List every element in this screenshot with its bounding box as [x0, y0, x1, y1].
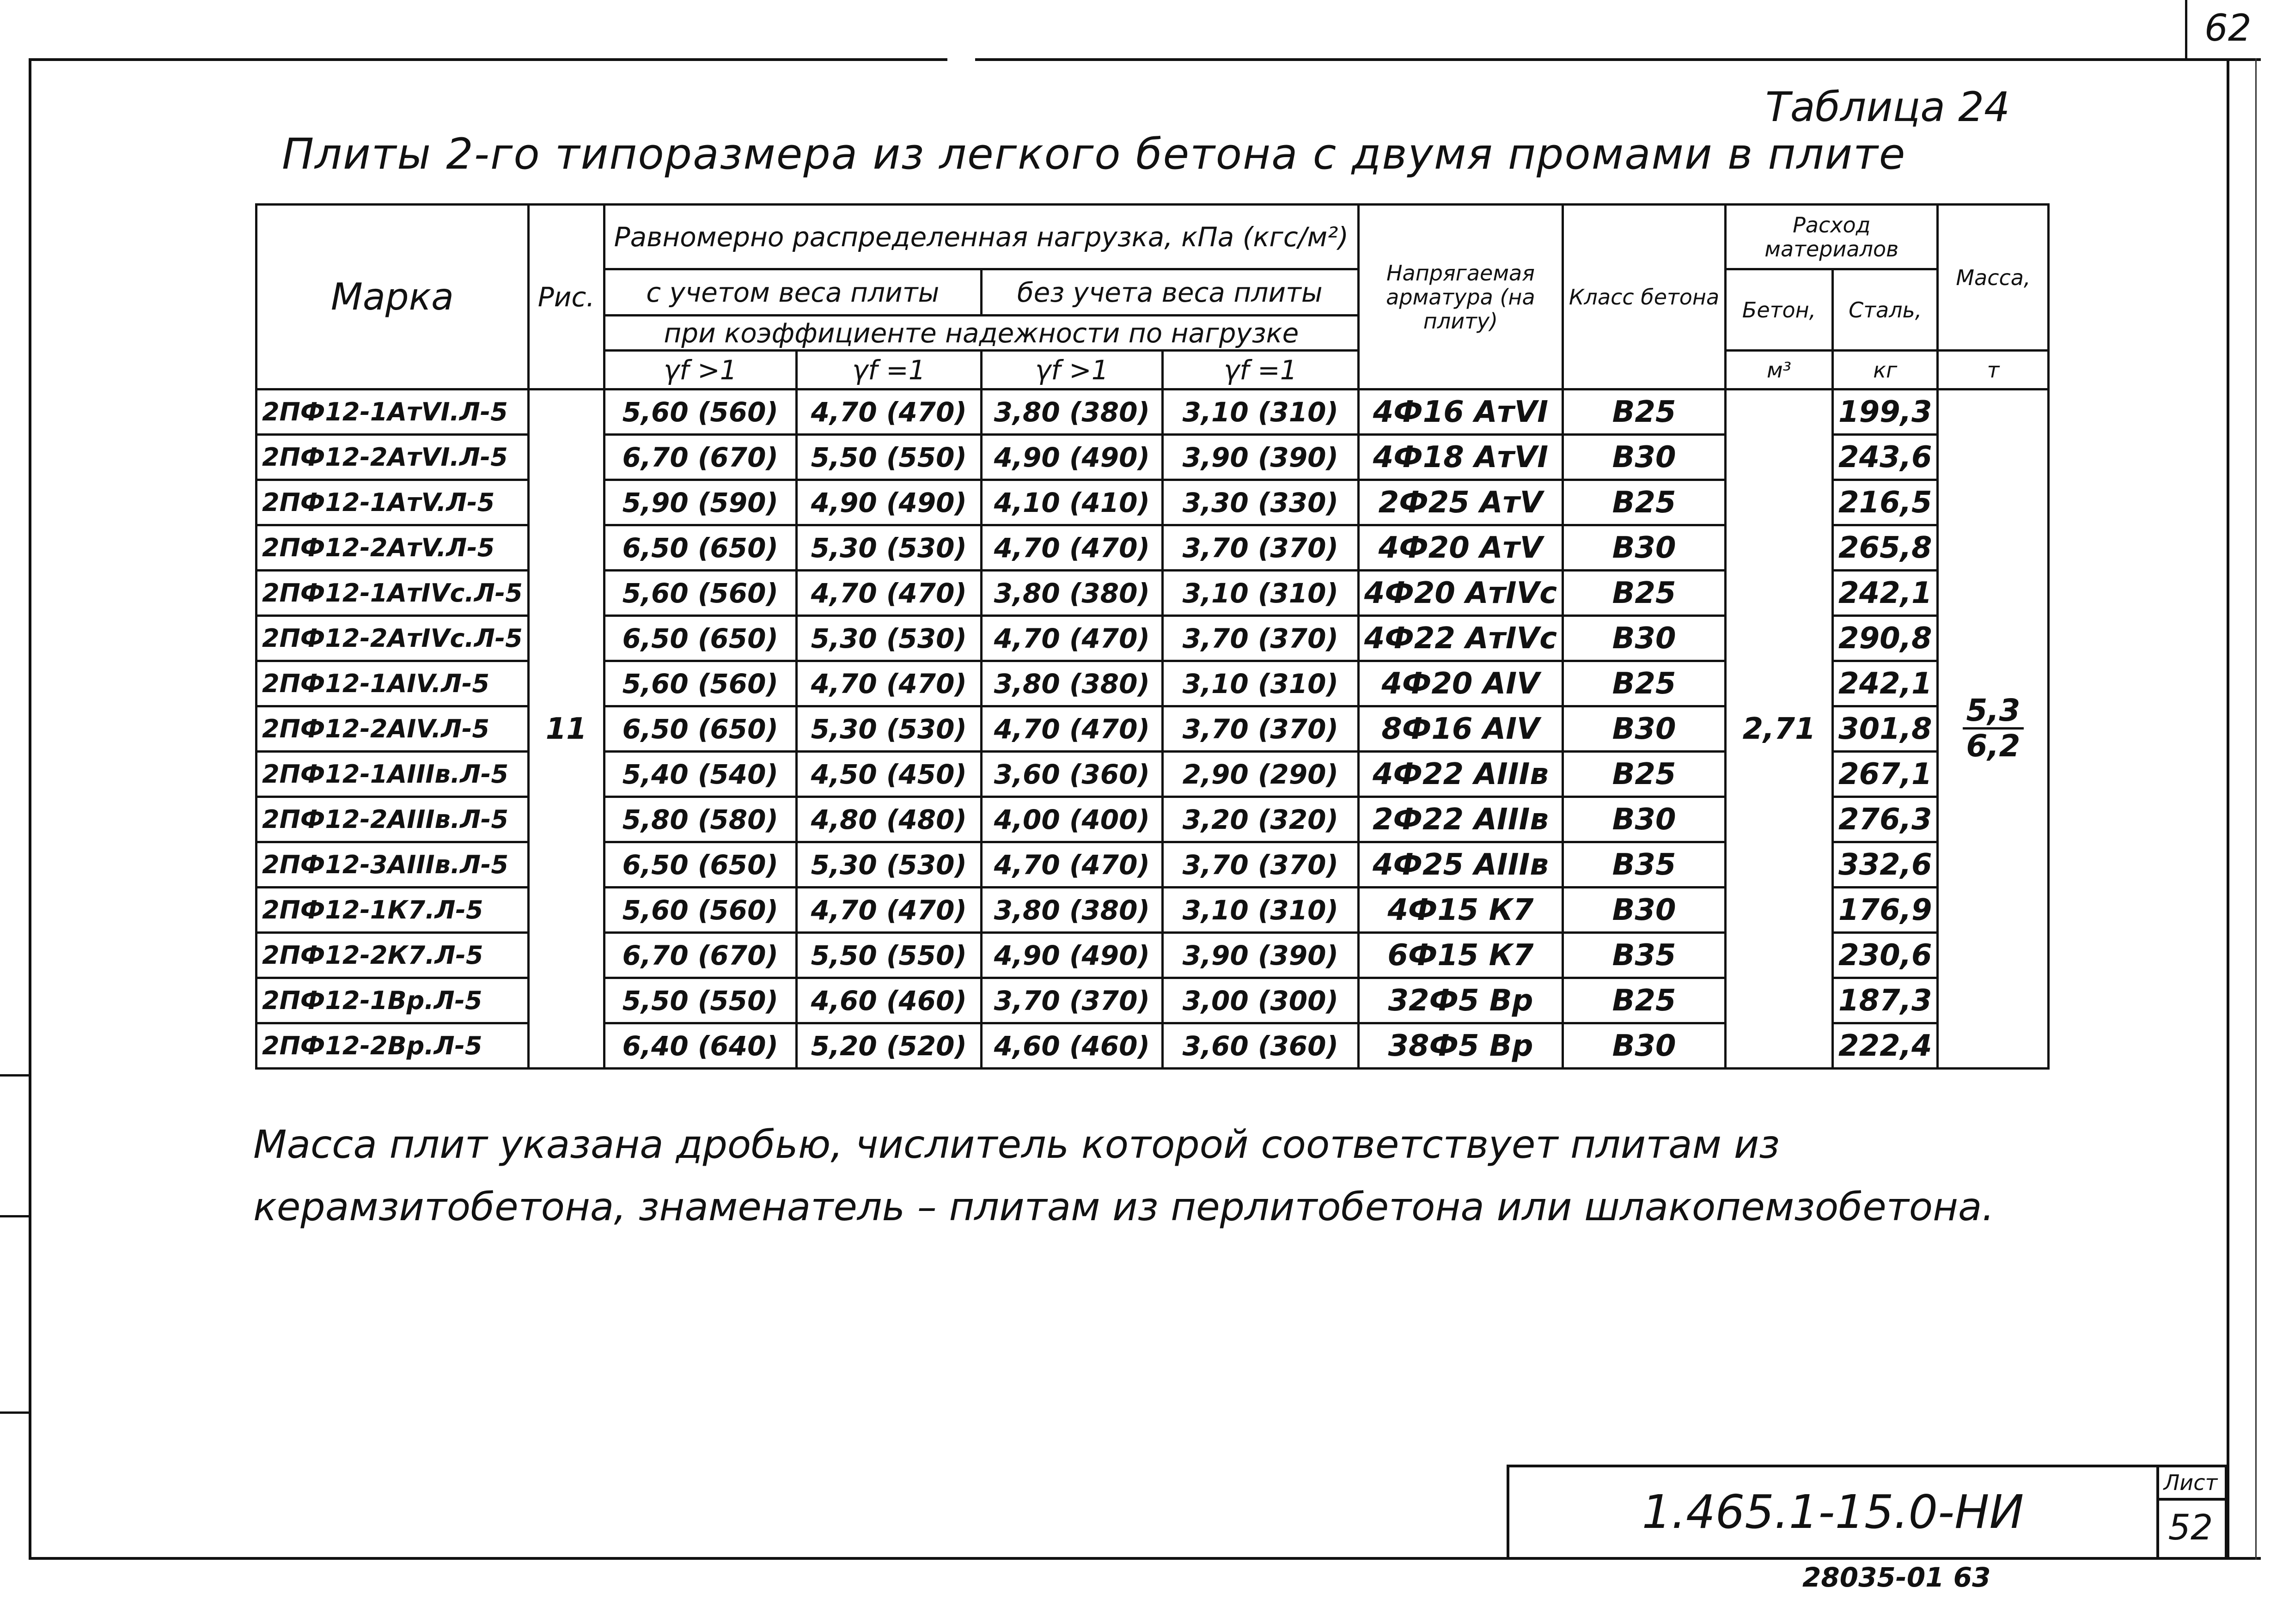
- header-concrete-class: Класс бетона: [1563, 205, 1726, 389]
- load-without-weight-gf-gt1: 4,00 (400): [981, 797, 1162, 842]
- load-with-weight-gf-gt1: 5,90 (590): [604, 480, 796, 525]
- load-with-weight-gf-eq1: 5,30 (530): [796, 616, 981, 661]
- load-without-weight-gf-eq1: 3,10 (310): [1162, 888, 1358, 933]
- load-without-weight-gf-gt1: 4,70 (470): [981, 525, 1162, 571]
- load-without-weight-gf-eq1: 3,60 (360): [1162, 1023, 1358, 1069]
- concrete-class-cell: В30: [1563, 797, 1726, 842]
- reinforcement-cell: 4Ф20 АтIVс: [1358, 571, 1563, 616]
- concrete-class-cell: В25: [1563, 389, 1726, 435]
- header-coefficient: при коэффициенте надежности по нагрузке: [604, 316, 1358, 351]
- load-with-weight-gf-eq1: 4,70 (470): [796, 571, 981, 616]
- header-gf-gt1: γf >1: [604, 351, 796, 389]
- mark-cell: 2ПФ12-2АIIIв.Л-5: [256, 797, 529, 842]
- concrete-class-cell: В25: [1563, 571, 1726, 616]
- reinforcement-cell: 4Ф15 К7: [1358, 888, 1563, 933]
- load-with-weight-gf-eq1: 4,90 (490): [796, 480, 981, 525]
- load-with-weight-gf-eq1: 5,30 (530): [796, 706, 981, 752]
- concrete-class-cell: В25: [1563, 752, 1726, 797]
- mark-cell: 2ПФ12-1АтIVс.Л-5: [256, 571, 529, 616]
- concrete-class-cell: В35: [1563, 933, 1726, 978]
- steel-cell: 216,5: [1833, 480, 1938, 525]
- load-without-weight-gf-gt1: 4,60 (460): [981, 1023, 1162, 1069]
- reinforcement-cell: 4Ф22 АIIIв: [1358, 752, 1563, 797]
- steel-cell: 290,8: [1833, 616, 1938, 661]
- load-with-weight-gf-gt1: 6,50 (650): [604, 842, 796, 888]
- margin-tick: [0, 1215, 29, 1217]
- load-with-weight-gf-gt1: 6,50 (650): [604, 706, 796, 752]
- header-mark: Марка: [256, 205, 529, 389]
- load-without-weight-gf-gt1: 4,10 (410): [981, 480, 1162, 525]
- load-without-weight-gf-eq1: 3,70 (370): [1162, 616, 1358, 661]
- load-without-weight-gf-eq1: 3,00 (300): [1162, 978, 1358, 1023]
- concrete-volume-cell: 2,71: [1726, 389, 1833, 1069]
- reinforcement-cell: 4Ф25 АIIIв: [1358, 842, 1563, 888]
- corner-tick: [2185, 0, 2187, 58]
- load-with-weight-gf-eq1: 5,50 (550): [796, 435, 981, 480]
- mass-fraction: [1963, 694, 2024, 763]
- reinforcement-cell: 38Ф5 Вр: [1358, 1023, 1563, 1069]
- mark-cell: 2ПФ12-1АтV.Л-5: [256, 480, 529, 525]
- load-without-weight-gf-gt1: 3,80 (380): [981, 888, 1162, 933]
- mark-cell: 2ПФ12-1АIV.Л-5: [256, 661, 529, 706]
- load-with-weight-gf-gt1: 5,60 (560): [604, 888, 796, 933]
- header-without-weight: без учета веса плиты: [981, 269, 1358, 316]
- load-without-weight-gf-eq1: 3,10 (310): [1162, 389, 1358, 435]
- load-without-weight-gf-gt1: 3,60 (360): [981, 752, 1162, 797]
- frame-top-line: [29, 58, 2261, 61]
- load-without-weight-gf-gt1: 3,80 (380): [981, 571, 1162, 616]
- mark-cell: 2ПФ12-1К7.Л-5: [256, 888, 529, 933]
- load-with-weight-gf-gt1: 5,60 (560): [604, 661, 796, 706]
- header-gf-eq1: γf =1: [1162, 351, 1358, 389]
- concrete-class-cell: В30: [1563, 435, 1726, 480]
- load-without-weight-gf-eq1: 2,90 (290): [1162, 752, 1358, 797]
- mark-cell: 2ПФ12-2АтV.Л-5: [256, 525, 529, 571]
- load-without-weight-gf-eq1: 3,10 (310): [1162, 571, 1358, 616]
- steel-cell: 267,1: [1833, 752, 1938, 797]
- header-concrete-unit: м³: [1726, 351, 1833, 389]
- table-label: Таблица 24: [1765, 83, 2010, 131]
- load-with-weight-gf-gt1: 6,40 (640): [604, 1023, 796, 1069]
- load-without-weight-gf-eq1: 3,30 (330): [1162, 480, 1358, 525]
- concrete-class-cell: В30: [1563, 706, 1726, 752]
- steel-cell: 187,3: [1833, 978, 1938, 1023]
- load-without-weight-gf-eq1: 3,70 (370): [1162, 842, 1358, 888]
- concrete-class-cell: В25: [1563, 661, 1726, 706]
- load-without-weight-gf-gt1: 3,80 (380): [981, 661, 1162, 706]
- load-with-weight-gf-eq1: 4,60 (460): [796, 978, 981, 1023]
- header-concrete: Бетон,: [1726, 269, 1833, 351]
- frame-gap: [947, 54, 975, 65]
- load-without-weight-gf-gt1: 3,70 (370): [981, 978, 1162, 1023]
- reinforcement-cell: 8Ф16 АIV: [1358, 706, 1563, 752]
- steel-cell: 176,9: [1833, 888, 1938, 933]
- mass-cell: [1938, 389, 2049, 1069]
- document-code: 1.465.1-15.0-НИ: [1509, 1467, 2159, 1557]
- mark-cell: 2ПФ12-1АIIIв.Л-5: [256, 752, 529, 797]
- load-with-weight-gf-eq1: 4,70 (470): [796, 661, 981, 706]
- load-without-weight-gf-gt1: 4,70 (470): [981, 842, 1162, 888]
- header-figure: Рис.: [528, 205, 604, 389]
- load-without-weight-gf-eq1: 3,10 (310): [1162, 661, 1358, 706]
- header-steel-unit: кг: [1833, 351, 1938, 389]
- reinforcement-cell: 6Ф15 К7: [1358, 933, 1563, 978]
- steel-cell: 301,8: [1833, 706, 1938, 752]
- header-mass-unit: т: [1938, 351, 2049, 389]
- load-with-weight-gf-eq1: 5,30 (530): [796, 842, 981, 888]
- concrete-class-cell: В30: [1563, 1023, 1726, 1069]
- header-gf-eq1: γf =1: [796, 351, 981, 389]
- load-with-weight-gf-gt1: 5,80 (580): [604, 797, 796, 842]
- margin-tick: [0, 1074, 29, 1077]
- load-without-weight-gf-gt1: 4,90 (490): [981, 933, 1162, 978]
- reinforcement-cell: 2Ф22 АIIIв: [1358, 797, 1563, 842]
- concrete-class-cell: В35: [1563, 842, 1726, 888]
- load-without-weight-gf-eq1: 3,70 (370): [1162, 706, 1358, 752]
- steel-cell: 222,4: [1833, 1023, 1938, 1069]
- load-with-weight-gf-eq1: 5,30 (530): [796, 525, 981, 571]
- mass-denominator: 6,2: [1966, 728, 2020, 764]
- plates-table: [255, 203, 2050, 1070]
- margin-tick: [0, 1411, 29, 1414]
- reinforcement-cell: 2Ф25 АтV: [1358, 480, 1563, 525]
- mark-cell: 2ПФ12-1Вр.Л-5: [256, 978, 529, 1023]
- mark-cell: 2ПФ12-2К7.Л-5: [256, 933, 529, 978]
- concrete-class-cell: В30: [1563, 888, 1726, 933]
- load-with-weight-gf-eq1: 4,50 (450): [796, 752, 981, 797]
- load-with-weight-gf-eq1: 4,70 (470): [796, 389, 981, 435]
- reinforcement-cell: 4Ф20 АIV: [1358, 661, 1563, 706]
- load-with-weight-gf-eq1: 4,80 (480): [796, 797, 981, 842]
- load-with-weight-gf-gt1: 6,70 (670): [604, 435, 796, 480]
- mass-numerator: 5,3: [1963, 694, 2024, 730]
- load-with-weight-gf-eq1: 4,70 (470): [796, 888, 981, 933]
- steel-cell: 276,3: [1833, 797, 1938, 842]
- steel-cell: 242,1: [1833, 571, 1938, 616]
- steel-cell: 265,8: [1833, 525, 1938, 571]
- load-with-weight-gf-eq1: 5,50 (550): [796, 933, 981, 978]
- load-without-weight-gf-eq1: 3,70 (370): [1162, 525, 1358, 571]
- header-steel: Сталь,: [1833, 269, 1938, 351]
- footnote: Масса плит указана дробью, числитель которой соответствует плитам из керамзитобетона, знаменатель – плитам из перлитобетона или шлакопемзобетона.: [253, 1122, 1995, 1229]
- load-with-weight-gf-gt1: 5,60 (560): [604, 389, 796, 435]
- corner-page-number: 62: [2204, 6, 2252, 49]
- header-gf-gt1: γf >1: [981, 351, 1162, 389]
- frame-left-line: [29, 58, 31, 1560]
- load-without-weight-gf-gt1: 4,70 (470): [981, 616, 1162, 661]
- frame-right-line: [2227, 58, 2229, 1560]
- reinforcement-cell: 4Ф16 АтVI: [1358, 389, 1563, 435]
- load-without-weight-gf-eq1: 3,90 (390): [1162, 435, 1358, 480]
- load-with-weight-gf-gt1: 5,60 (560): [604, 571, 796, 616]
- concrete-class-cell: В25: [1563, 978, 1726, 1023]
- sheet-number: 52: [2168, 1507, 2213, 1548]
- archive-code: 28035-01 63: [1802, 1562, 1991, 1593]
- reinforcement-cell: 32Ф5 Вр: [1358, 978, 1563, 1023]
- steel-cell: 243,6: [1833, 435, 1938, 480]
- steel-cell: 242,1: [1833, 661, 1938, 706]
- table-row: [256, 389, 2049, 435]
- mark-cell: 2ПФ12-3АIIIв.Л-5: [256, 842, 529, 888]
- mark-cell: 2ПФ12-2АтIVс.Л-5: [256, 616, 529, 661]
- header-load-group: Равномерно распределенная нагрузка, кПа (кгс/м²): [604, 205, 1358, 269]
- reinforcement-cell: 4Ф18 АтVI: [1358, 435, 1563, 480]
- reinforcement-cell: 4Ф22 АтIVс: [1358, 616, 1563, 661]
- header-with-weight: с учетом веса плиты: [604, 269, 981, 316]
- mark-cell: 2ПФ12-1АтVI.Л-5: [256, 389, 529, 435]
- concrete-class-cell: В30: [1563, 616, 1726, 661]
- load-without-weight-gf-gt1: 4,70 (470): [981, 706, 1162, 752]
- mark-cell: 2ПФ12-2АтVI.Л-5: [256, 435, 529, 480]
- load-with-weight-gf-gt1: 6,70 (670): [604, 933, 796, 978]
- load-with-weight-gf-gt1: 6,50 (650): [604, 616, 796, 661]
- mark-cell: 2ПФ12-2Вр.Л-5: [256, 1023, 529, 1069]
- load-without-weight-gf-eq1: 3,20 (320): [1162, 797, 1358, 842]
- title-block: [1507, 1465, 2228, 1560]
- steel-cell: 230,6: [1833, 933, 1938, 978]
- header-mass: Масса,: [1938, 205, 2049, 351]
- load-without-weight-gf-gt1: 3,80 (380): [981, 389, 1162, 435]
- header-materials: Расход материалов: [1726, 205, 1938, 269]
- load-with-weight-gf-gt1: 5,40 (540): [604, 752, 796, 797]
- load-with-weight-gf-gt1: 5,50 (550): [604, 978, 796, 1023]
- load-with-weight-gf-eq1: 5,20 (520): [796, 1023, 981, 1069]
- concrete-class-cell: В25: [1563, 480, 1726, 525]
- sheet-edge-line: [2255, 58, 2257, 1560]
- page-title: Плиты 2-го типоразмера из легкого бетона с двумя промами в плите: [282, 129, 1906, 179]
- figure-cell: 11: [528, 389, 604, 1069]
- steel-cell: 332,6: [1833, 842, 1938, 888]
- sheet-label: Лист: [2156, 1467, 2225, 1501]
- load-without-weight-gf-gt1: 4,90 (490): [981, 435, 1162, 480]
- reinforcement-cell: 4Ф20 АтV: [1358, 525, 1563, 571]
- steel-cell: 199,3: [1833, 389, 1938, 435]
- mark-cell: 2ПФ12-2АIV.Л-5: [256, 706, 529, 752]
- load-with-weight-gf-gt1: 6,50 (650): [604, 525, 796, 571]
- load-without-weight-gf-eq1: 3,90 (390): [1162, 933, 1358, 978]
- header-reinforcement: Напрягаемая арматура (на плиту): [1358, 205, 1563, 389]
- concrete-class-cell: В30: [1563, 525, 1726, 571]
